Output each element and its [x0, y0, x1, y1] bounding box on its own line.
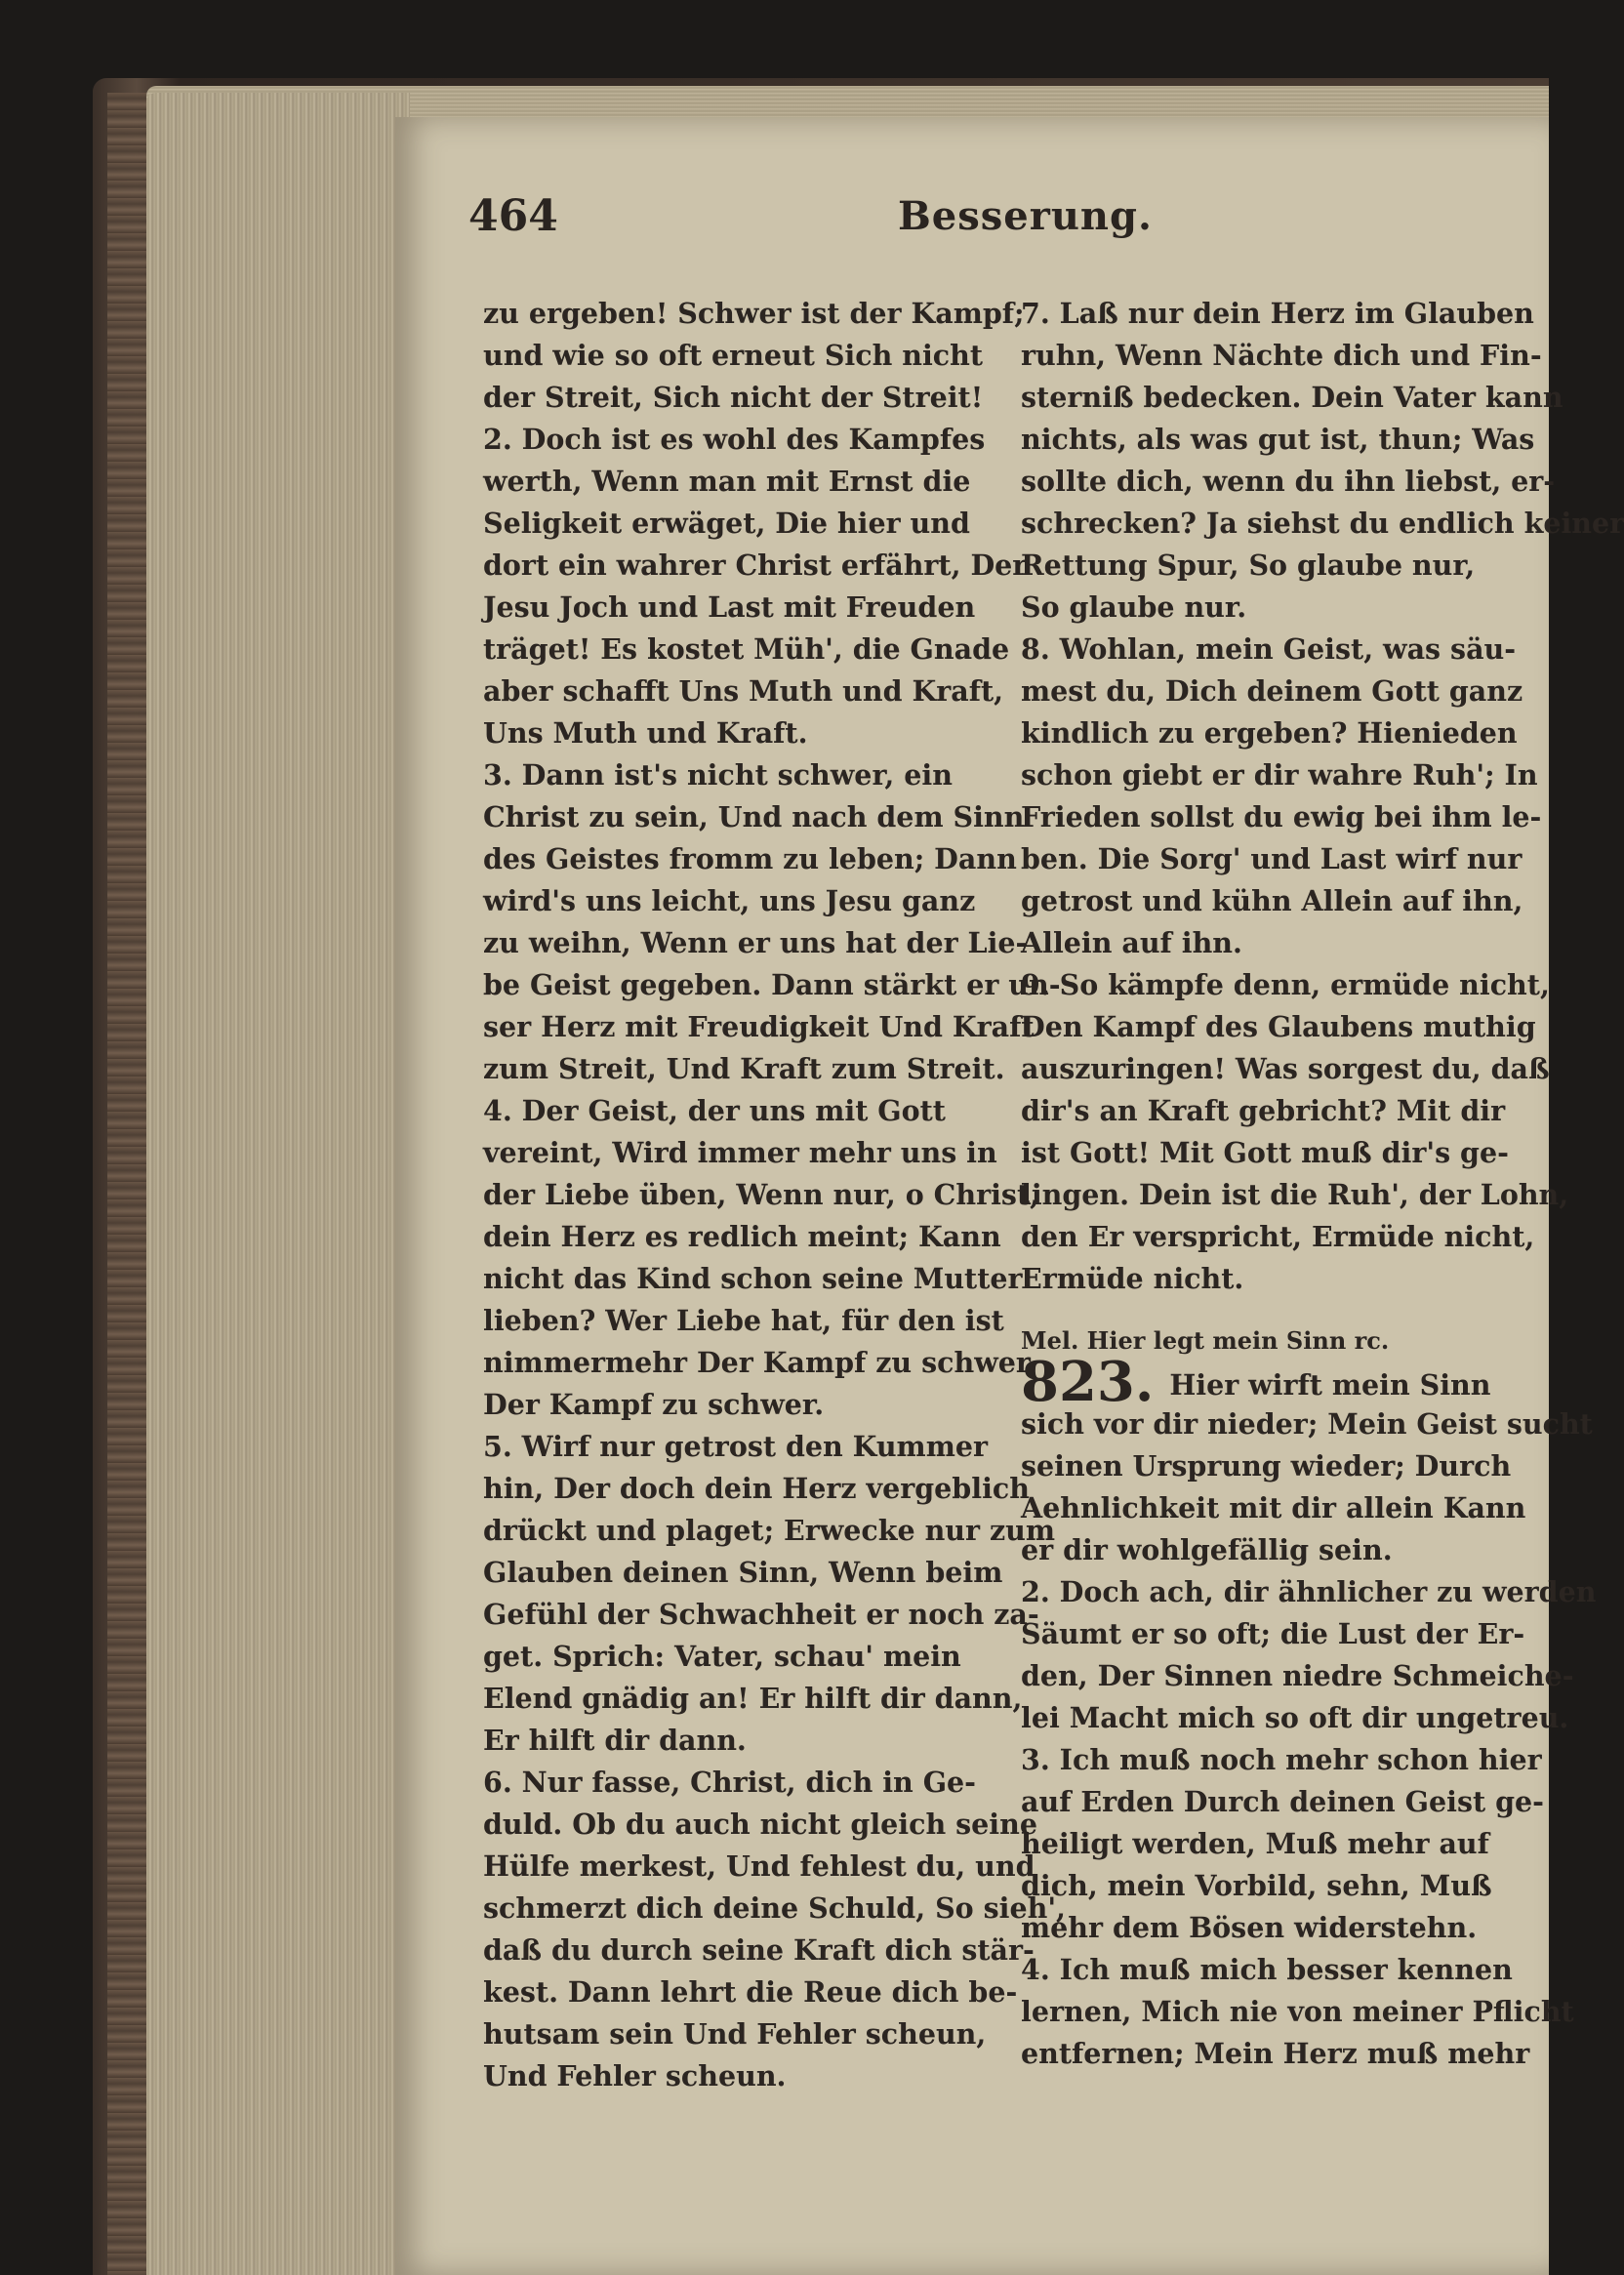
text-line: hin, Der doch dein Herz vergeblich — [483, 1472, 1030, 1505]
text-line: dich, mein Vorbild, sehn, Muß — [1021, 1869, 1492, 1902]
page-header — [468, 191, 1522, 260]
text-line: daß du durch seine Kraft dich stär- — [483, 1933, 1035, 1967]
text-line: dein Herz es redlich meint; Kann — [483, 1220, 1001, 1253]
text-line: sterniß bedecken. Dein Vater kann — [1021, 381, 1563, 414]
text-line: Ermüde nicht. — [1021, 1262, 1244, 1295]
hymn-lines — [1021, 1403, 1597, 2075]
page-number: 464 — [468, 191, 558, 241]
text-line: schrecken? Ja siehst du endlich keiner — [1021, 507, 1624, 540]
text-line: sich vor dir nieder; Mein Geist sucht — [1021, 1407, 1593, 1441]
book-spine — [107, 93, 146, 2275]
text-line: aber schafft Uns Muth und Kraft, — [483, 674, 1004, 708]
text-line: 8. Wohlan, mein Geist, was säu- — [1021, 632, 1517, 666]
right-column-top — [1021, 293, 1624, 1300]
text-line: be Geist gegeben. Dann stärkt er un- — [483, 968, 1061, 1001]
text-line: 3. Dann ist's nicht schwer, ein — [483, 758, 953, 792]
text-line: Jesu Joch und Last mit Freuden — [483, 590, 976, 624]
right-column — [1021, 293, 1624, 2075]
text-line: hutsam sein Und Fehler scheun, — [483, 2017, 987, 2051]
text-line: ser Herz mit Freudigkeit Und Kraft — [483, 1010, 1035, 1043]
page-edges-side — [146, 93, 410, 2275]
text-line: duld. Ob du auch nicht gleich seine — [483, 1808, 1037, 1841]
text-line: entfernen; Mein Herz muß mehr — [1021, 2037, 1530, 2070]
text-line: 4. Der Geist, der uns mit Gott — [483, 1094, 946, 1127]
text-line: mehr dem Bösen widerstehn. — [1021, 1911, 1478, 1944]
text-line: kest. Dann lehrt die Reue dich be- — [483, 1975, 1018, 2009]
text-line: lingen. Dein ist die Ruh', der Lohn, — [1021, 1178, 1569, 1211]
text-line: 3. Ich muß noch mehr schon hier — [1021, 1743, 1542, 1776]
running-head: Besserung. — [898, 193, 1153, 239]
text-line: Gefühl der Schwachheit er noch za- — [483, 1598, 1039, 1631]
hymn-number: 823. — [1021, 1350, 1155, 1414]
text-line: Aehnlichkeit mit dir allein Kann — [1021, 1491, 1526, 1524]
text-line: kindlich zu ergeben? Hienieden — [1021, 716, 1518, 750]
text-line: zum Streit, Und Kraft zum Streit. — [483, 1052, 1005, 1085]
text-line: auf Erden Durch deinen Geist ge- — [1021, 1785, 1544, 1818]
text-line: So glaube nur. — [1021, 590, 1247, 624]
text-line: lei Macht mich so oft dir ungetreu. — [1021, 1701, 1569, 1734]
text-line: träget! Es kostet Müh', die Gnade — [483, 632, 1010, 666]
text-line: vereint, Wird immer mehr uns in — [483, 1136, 997, 1169]
text-line: 2. Doch ach, dir ähnlicher zu werden — [1021, 1575, 1597, 1608]
text-line: nicht das Kind schon seine Mutter — [483, 1262, 1023, 1295]
text-line: zu weihn, Wenn er uns hat der Lie- — [483, 926, 1028, 959]
text-line: nimmermehr Der Kampf zu schwer, — [483, 1346, 1038, 1379]
text-line: 5. Wirf nur getrost den Kummer — [483, 1430, 988, 1463]
text-line: dort ein wahrer Christ erfährt, Der — [483, 548, 1028, 582]
text-line: der Streit, Sich nicht der Streit! — [483, 381, 984, 414]
text-line: Glauben deinen Sinn, Wenn beim — [483, 1556, 1003, 1589]
text-line: Elend gnädig an! Er hilft dir dann, — [483, 1682, 1023, 1715]
text-line: Rettung Spur, So glaube nur, — [1021, 548, 1476, 582]
text-line: Christ zu sein, Und nach dem Sinn — [483, 800, 1025, 833]
text-line: mest du, Dich deinem Gott ganz — [1021, 674, 1523, 708]
text-line: getrost und kühn Allein auf ihn, — [1021, 884, 1523, 917]
text-line: drückt und plaget; Erwecke nur zum — [483, 1514, 1056, 1547]
hymn-first-line: Hier wirft mein Sinn — [1169, 1368, 1491, 1402]
text-line: dir's an Kraft gebricht? Mit dir — [1021, 1094, 1506, 1127]
text-line: sollte dich, wenn du ihn liebst, er- — [1021, 465, 1556, 498]
text-line: nichts, als was gut ist, thun; Was — [1021, 423, 1535, 456]
text-line: ist Gott! Mit Gott muß dir's ge- — [1021, 1136, 1509, 1169]
text-line: schon giebt er dir wahre Ruh'; In — [1021, 758, 1538, 792]
text-line: 7. Laß nur dein Herz im Glauben — [1021, 297, 1534, 330]
text-line: und wie so oft erneut Sich nicht — [483, 339, 984, 372]
text-line: seinen Ursprung wieder; Durch — [1021, 1449, 1512, 1483]
text-line: Hülfe merkest, Und fehlest du, und — [483, 1849, 1035, 1883]
hymn-heading — [1021, 1350, 1522, 1414]
text-line: 4. Ich muß mich besser kennen — [1021, 1953, 1513, 1986]
text-line: heiligt werden, Muß mehr auf — [1021, 1827, 1489, 1860]
text-line: den Er verspricht, Ermüde nicht, — [1021, 1220, 1535, 1253]
text-line: 2. Doch ist es wohl des Kampfes — [483, 423, 986, 456]
text-line: ben. Die Sorg' und Last wirf nur — [1021, 842, 1522, 875]
text-line: Und Fehler scheun. — [483, 2059, 787, 2092]
text-line: 9. So kämpfe denn, ermüde nicht, — [1021, 968, 1550, 1001]
text-line: wird's uns leicht, uns Jesu ganz — [483, 884, 976, 917]
text-line: Der Kampf zu schwer. — [483, 1388, 825, 1421]
text-line: Seligkeit erwäget, Die hier und — [483, 507, 970, 540]
text-line: Den Kampf des Glaubens muthig — [1021, 1010, 1536, 1043]
text-line: werth, Wenn man mit Ernst die — [483, 465, 971, 498]
text-line: lernen, Mich nie von meiner Pflicht — [1021, 1995, 1574, 2028]
text-line: den, Der Sinnen niedre Schmeiche- — [1021, 1659, 1574, 1692]
text-line: schmerzt dich deine Schuld, So sieh', — [483, 1891, 1066, 1925]
text-line: Frieden sollst du ewig bei ihm le- — [1021, 800, 1542, 833]
text-line: Säumt er so oft; die Lust der Er- — [1021, 1617, 1525, 1650]
text-line: der Liebe üben, Wenn nur, o Christ, — [483, 1178, 1040, 1211]
text-line: Uns Muth und Kraft. — [483, 716, 808, 750]
text-line: des Geistes fromm zu leben; Dann — [483, 842, 1017, 875]
text-line: er dir wohlgefällig sein. — [1021, 1533, 1393, 1566]
text-line: Er hilft dir dann. — [483, 1724, 747, 1757]
text-line: ruhn, Wenn Nächte dich und Fin- — [1021, 339, 1542, 372]
left-column — [483, 293, 1066, 2097]
text-line: Allein auf ihn. — [1021, 926, 1242, 959]
text-line: lieben? Wer Liebe hat, für den ist — [483, 1304, 1004, 1337]
melody-line: Mel. Hier legt mein Sinn rc. — [1021, 1326, 1390, 1355]
text-line: 6. Nur fasse, Christ, dich in Ge- — [483, 1766, 976, 1799]
text-line: auszuringen! Was sorgest du, daß — [1021, 1052, 1550, 1085]
text-line: get. Sprich: Vater, schau' mein — [483, 1640, 961, 1673]
text-line: zu ergeben! Schwer ist der Kampf; — [483, 297, 1025, 330]
